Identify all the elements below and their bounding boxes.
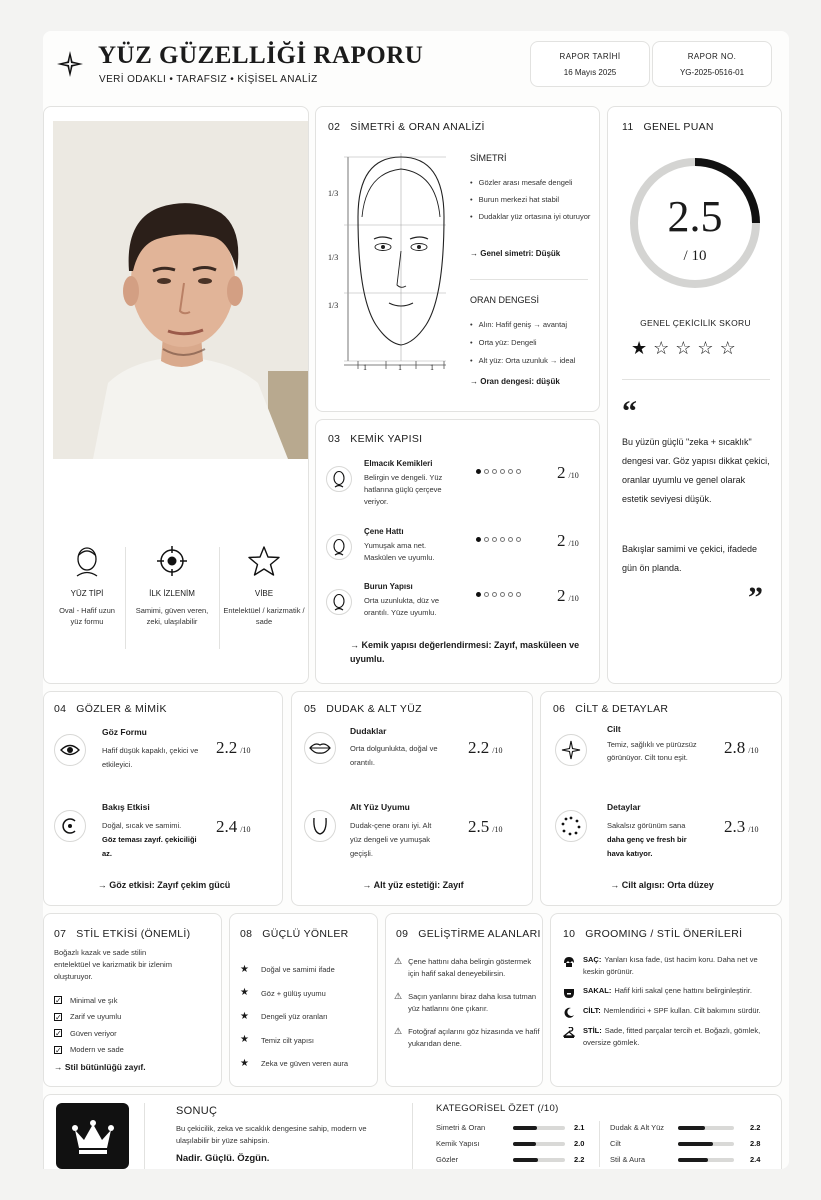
section-divider — [470, 279, 588, 280]
lower-face-text: Dudak-çene oranı iyi. Alt yüz dengeli ve yumuşak geçişli. — [350, 821, 432, 858]
star-filled-icon: ★ — [240, 1010, 249, 1022]
list-item — [563, 1005, 777, 1018]
style-result: → Stil bütünlüğü zayıf. — [54, 1062, 146, 1072]
rating-dot — [500, 537, 505, 542]
summary-label: Cilt — [610, 1139, 621, 1148]
open-quote-icon: “ — [622, 395, 637, 428]
portrait-illustration — [53, 121, 308, 459]
rating-dot — [500, 592, 505, 597]
symmetry-list — [470, 177, 594, 222]
skin-subtitle: Cilt — [607, 724, 621, 734]
grooming-list — [563, 954, 777, 1056]
grooming-label: SAÇ: — [583, 955, 602, 964]
warning-icon: ⚠ — [394, 956, 403, 966]
warning-icon: ⚠ — [394, 991, 403, 1001]
bone-item-title: Elmacık Kemikleri — [364, 459, 433, 468]
overall-card — [607, 106, 782, 684]
width-mark-left: 1 — [363, 363, 367, 372]
report-date-value: 16 Mayıs 2025 — [563, 68, 617, 77]
face-type-text: Oval - Hafif uzun yüz formu — [59, 606, 115, 626]
profile-card — [43, 106, 309, 684]
bone-item-score: 2 /10 — [557, 531, 579, 550]
bone-result: → Kemik yapısı değerlendirmesi: Zayıf, masküleen ve uyumlu. — [350, 640, 580, 664]
strengths-title: 08 GÜÇLÜ YÖNLER — [240, 928, 349, 940]
sparkle-icon — [555, 734, 587, 766]
hair-icon — [563, 955, 575, 967]
skin-text: Temiz, sağlıklı ve pürüzsüz görünüyor. Cilt tonu eşit. — [607, 740, 697, 762]
hanger-icon — [563, 1026, 575, 1038]
rating-dot — [516, 592, 521, 597]
lips-score: 2.2 /10 — [468, 738, 503, 757]
summary-bar-fill — [678, 1142, 713, 1146]
sparkle-logo-icon — [55, 49, 85, 79]
summary-bar-fill — [678, 1126, 705, 1130]
list-item: • Orta yüz: Dengeli — [470, 338, 537, 347]
grooming-text: Nemlendirici + SPF kullan. Cilt bakımını sürdür. — [603, 1006, 761, 1015]
rating-dot — [492, 537, 497, 542]
rating-dot — [484, 592, 489, 597]
face-type-title: YÜZ TİPİ — [70, 589, 104, 598]
first-impression-text: Samimi, güven veren, zeki, ulaşılabilir — [135, 606, 209, 626]
bone-item-score: 2 /10 — [557, 463, 579, 482]
quote-text-1: Bu yüzün güçlü "zeka + sıcaklık" dengesi var. Göz yapısı dikkat çekici, oranlar uyumlu ve genel olarak estetik seviyesi düşük. — [622, 437, 770, 504]
summary-value: 2.4 — [750, 1155, 761, 1164]
conclusion-title: SONUÇ — [176, 1105, 218, 1117]
summary-bar-track — [513, 1142, 565, 1146]
star-empty-icon: ☆ — [719, 338, 736, 358]
grooming-label: SAKAL: — [583, 986, 612, 995]
eyes-card — [43, 691, 283, 906]
bone-item-dots — [476, 537, 524, 542]
list-item: • Dudaklar yüz ortasına iyi oturuyor — [470, 212, 591, 221]
eyes-title: 04 GÖZLER & MİMİK — [54, 703, 167, 715]
rating-dot — [500, 469, 505, 474]
lips-result: → Alt yüz estetiği: Zayıf — [362, 880, 464, 890]
report-subtitle: VERİ ODAKLI • TARAFSIZ • KİŞİSEL ANALİZ — [99, 74, 318, 85]
skin-result: → Cilt algısı: Orta düzey — [610, 880, 714, 890]
gaze-score: 2.4 /10 — [216, 817, 251, 836]
summary-bar-track — [513, 1126, 565, 1130]
rating-dot — [484, 469, 489, 474]
ratio-subtitle: ORAN DENGESİ — [470, 295, 540, 305]
summary-bar-track — [513, 1158, 565, 1162]
strengths-list — [240, 958, 376, 1076]
summary-label: Gözler — [436, 1155, 459, 1164]
summary-value: 2.8 — [750, 1139, 761, 1148]
list-item: ✓ Zarif ve uyumlu — [55, 1012, 122, 1022]
checkbox-checked-icon: ✓ — [55, 1045, 62, 1055]
summary-label: Kemik Yapısı — [436, 1139, 480, 1148]
report-title: YÜZ GÜZELLİĞİ RAPORU — [98, 42, 424, 69]
close-quote-icon: ” — [748, 581, 763, 614]
summary-bar-fill — [513, 1126, 537, 1130]
details-text: Sakalsız görünüm sana — [607, 821, 686, 830]
report-no-box — [652, 41, 772, 87]
eye-form-title: Göz Formu — [102, 727, 147, 737]
list-item: ★ Doğal ve samimi ifade — [240, 963, 335, 975]
rating-dot — [516, 469, 521, 474]
star-filled-icon: ★ — [631, 338, 648, 358]
section-divider — [144, 1103, 145, 1169]
list-item: ★ Zeka ve güven veren aura — [240, 1057, 349, 1069]
overall-denominator: / 10 — [683, 248, 707, 264]
moon-icon — [563, 1006, 575, 1018]
ratio-mark-middle: 1/3 — [328, 253, 339, 262]
star-filled-icon: ★ — [240, 963, 249, 975]
eyes-result: → Göz etkisi: Zayıf çekim gücü — [97, 880, 231, 890]
warning-icon: ⚠ — [394, 1026, 403, 1036]
report-date-label: RAPOR TARİHİ — [559, 52, 621, 61]
bone-item-title: Burun Yapısı — [364, 582, 413, 591]
rating-dot — [492, 592, 497, 597]
summary-value: 2.2 — [574, 1155, 585, 1164]
face-type-block — [49, 545, 125, 651]
lips-subtitle: Dudaklar — [350, 726, 387, 736]
conclusion-card — [43, 1094, 782, 1169]
target-icon — [156, 545, 188, 577]
grooming-text: Hafif kirli sakal çene hattını belirginleştirir. — [614, 986, 752, 995]
list-item: • Alın: Hafif geniş → avantaj — [470, 320, 568, 329]
summary-value: 2.1 — [574, 1123, 585, 1132]
style-intro: Boğazlı kazak ve sade stilin entelektüel ve karizmatik bir izlenim oluşturuyor. — [54, 948, 172, 981]
list-item: ★ Dengeli yüz oranları — [240, 1010, 328, 1022]
lower-face-title: Alt Yüz Uyumu — [350, 802, 410, 812]
grooming-card — [550, 913, 782, 1087]
rating-dot — [492, 469, 497, 474]
list-item: ★ Göz + gülüş uyumu — [240, 987, 326, 999]
report-no-label: RAPOR NO. — [687, 52, 737, 61]
report-no-value: YG-2025-0516-01 — [679, 68, 745, 77]
list-item: • Alt yüz: Orta uzunluk → ideal — [470, 356, 576, 365]
checkbox-checked-icon: ✓ — [55, 996, 62, 1006]
dots-circle-icon — [555, 810, 587, 842]
profile-face-icon — [326, 466, 352, 492]
summary-value: 2.2 — [750, 1123, 761, 1132]
summary-bar-fill — [513, 1142, 536, 1146]
face-outline-icon — [73, 545, 101, 577]
section-divider — [599, 1121, 600, 1167]
bone-card — [315, 419, 600, 684]
symmetry-title: 02 SİMETRİ & ORAN ANALİZİ — [328, 121, 485, 133]
vibe-block — [220, 545, 308, 651]
style-list — [54, 992, 214, 1058]
star-empty-icon: ☆ — [653, 338, 670, 358]
star-filled-icon: ★ — [240, 1057, 249, 1069]
ratio-mark-top: 1/3 — [328, 189, 339, 198]
eye-form-text: Hafif düşük kapaklı, çekici ve etkileyici. — [102, 746, 199, 769]
face-proportion-diagram — [326, 147, 454, 379]
summary-title: KATEGORİSEL ÖZET (/10) — [436, 1103, 559, 1114]
section-divider — [622, 379, 770, 380]
list-item: • Gözler arası mesafe dengeli — [470, 178, 573, 187]
summary-label: Stil & Aura — [610, 1155, 646, 1164]
rating-dot — [516, 537, 521, 542]
overall-score-label: GENEL ÇEKİCİLİK SKORU — [640, 318, 751, 328]
improve-title: 09 GELİŞTİRME ALANLARI — [396, 928, 541, 940]
bone-item-text: Belirgin ve dengeli. Yüz hatlarına güçlü çerçeve veriyor. — [364, 473, 443, 506]
grooming-label: STİL: — [583, 1026, 602, 1035]
summary-bar-track — [678, 1142, 734, 1146]
bone-item-title: Çene Hattı — [364, 527, 404, 536]
profile-photo — [53, 121, 308, 459]
checkbox-checked-icon: ✓ — [55, 1012, 62, 1022]
details-score: 2.3 /10 — [724, 817, 759, 836]
skin-title: 06 CİLT & DETAYLAR — [553, 703, 669, 715]
bone-item-text: Yumuşak ama net. Maskülen ve uyumlu. — [364, 541, 435, 562]
list-item: ★ Temiz cilt yapısı — [240, 1034, 314, 1046]
section-divider — [412, 1103, 413, 1169]
width-mark-center: 1 — [398, 363, 402, 372]
rating-stars — [631, 339, 736, 357]
summary-bar-track — [678, 1158, 734, 1162]
profile-face-icon — [326, 589, 352, 615]
bone-item-score: 2 /10 — [557, 586, 579, 605]
vibe-title: VİBE — [254, 589, 274, 598]
summary-value: 2.0 — [574, 1139, 585, 1148]
grooming-label: CİLT: — [583, 1006, 601, 1015]
conclusion-text: Bu çekicilik, zeka ve sıcaklık dengesine sahip, modern ve ulaşılabilir bir yüze sahipsin. — [176, 1124, 367, 1145]
report-date-box — [530, 41, 650, 87]
chin-icon — [304, 810, 336, 842]
overall-score: 2.5 — [667, 192, 723, 241]
list-item: • Burun merkezi hat stabil — [470, 195, 560, 204]
checkbox-checked-icon: ✓ — [55, 1029, 62, 1039]
ratio-result: → Oran dengesi: düşük — [470, 377, 560, 386]
first-impression-title: İLK İZLENİM — [149, 589, 195, 598]
summary-bar-track — [678, 1126, 734, 1130]
rating-dot — [476, 469, 481, 474]
lips-icon — [304, 732, 336, 764]
details-bold-text: daha genç ve fresh bir hava katıyor. — [607, 835, 687, 858]
summary-label: Dudak & Alt Yüz — [610, 1123, 665, 1132]
rating-dot — [476, 537, 481, 542]
first-impression-block — [127, 545, 217, 651]
rating-dot — [484, 537, 489, 542]
details-title: Detaylar — [607, 802, 641, 812]
crown-badge — [56, 1103, 129, 1169]
lips-text: Orta dolgunlukta, doğal ve orantılı. — [350, 744, 438, 767]
star-filled-icon: ★ — [240, 987, 249, 999]
bone-item-dots — [476, 469, 524, 474]
improve-list — [394, 956, 540, 1061]
header-card — [43, 31, 789, 101]
beard-icon — [563, 986, 575, 998]
quote-text-2: Bakışlar samimi ve çekici, ifadede gün ön planda. — [622, 544, 758, 573]
grooming-text: Sade, fitted parçalar tercih et. Boğazlı, gömlek, oversize gömlek. — [583, 1026, 761, 1047]
ratio-list — [470, 319, 594, 366]
summary-bar-fill — [513, 1158, 538, 1162]
skin-score: 2.8 /10 — [724, 738, 759, 757]
symmetry-subtitle: SİMETRİ — [470, 153, 507, 163]
style-card — [43, 913, 222, 1087]
overall-title: 11 GENEL PUAN — [622, 121, 714, 133]
eye-icon — [54, 734, 86, 766]
improve-card — [385, 913, 543, 1087]
style-title: 07 STİL ETKİSİ (ÖNEMLİ) — [54, 928, 191, 940]
list-item: ✓ Güven veriyor — [55, 1028, 117, 1039]
profile-face-icon — [326, 534, 352, 560]
gaze-text: Doğal, sıcak ve samimi. — [102, 821, 182, 830]
list-item: ✓ Modern ve sade — [55, 1045, 124, 1055]
ratio-mark-bottom: 1/3 — [328, 301, 339, 310]
lips-card — [291, 691, 533, 906]
rating-dot — [476, 592, 481, 597]
bone-item-dots — [476, 592, 524, 597]
list-item: ✓ Minimal ve şık — [55, 995, 118, 1006]
rating-dot — [508, 537, 513, 542]
list-item: ⚠ Fotoğraf açılarını göz hizasında ve hafif yukarıdan dene. — [394, 1026, 540, 1048]
skin-card — [540, 691, 782, 906]
grooming-title: 10 GROOMING / STİL ÖNERİLERİ — [563, 928, 743, 940]
gaze-icon — [54, 810, 86, 842]
width-mark-right: 1 — [430, 363, 434, 372]
list-item: ⚠ Çene hattını daha belirgin göstermek için hafif sakal deneyebilirsin. — [394, 956, 532, 978]
rating-dot — [508, 592, 513, 597]
star-empty-icon: ☆ — [675, 338, 692, 358]
symmetry-card — [315, 106, 600, 412]
rating-dot — [508, 469, 513, 474]
grooming-text: Yanları kısa fade, üst hacim koru. Daha net ve keskin görünür. — [583, 955, 758, 976]
star-filled-icon: ★ — [240, 1034, 249, 1046]
conclusion-tagline: Nadir. Güçlü. Özgün. — [176, 1153, 270, 1164]
gaze-title: Bakış Etkisi — [102, 802, 150, 812]
lower-face-score: 2.5 /10 — [468, 817, 503, 836]
list-item — [563, 985, 777, 998]
list-item: ⚠ Saçın yanlarını biraz daha kısa tutman yüz hatlarını öne çıkarır. — [394, 991, 537, 1013]
vibe-text: Entelektüel / karizmatik / sade — [223, 606, 305, 626]
lips-title: 05 DUDAK & ALT YÜZ — [304, 703, 422, 715]
summary-bar-fill — [678, 1158, 708, 1162]
star-empty-icon: ☆ — [697, 338, 714, 358]
eye-form-score: 2.2 /10 — [216, 738, 251, 757]
list-item — [563, 954, 777, 978]
divider — [125, 547, 126, 649]
symmetry-result: → Genel simetri: Düşük — [470, 249, 561, 258]
gaze-bold-text: Göz teması zayıf. çekiciliği az. — [102, 835, 197, 858]
summary-label: Simetri & Oran — [436, 1123, 486, 1132]
bone-item-text: Orta uzunlukta, düz ve orantılı. Yüze uyumlu. — [364, 596, 440, 617]
crown-icon — [72, 1120, 114, 1154]
list-item — [563, 1025, 777, 1049]
strengths-card — [229, 913, 378, 1087]
star-outline-icon — [248, 545, 280, 577]
bone-title: 03 KEMİK YAPISI — [328, 433, 423, 445]
